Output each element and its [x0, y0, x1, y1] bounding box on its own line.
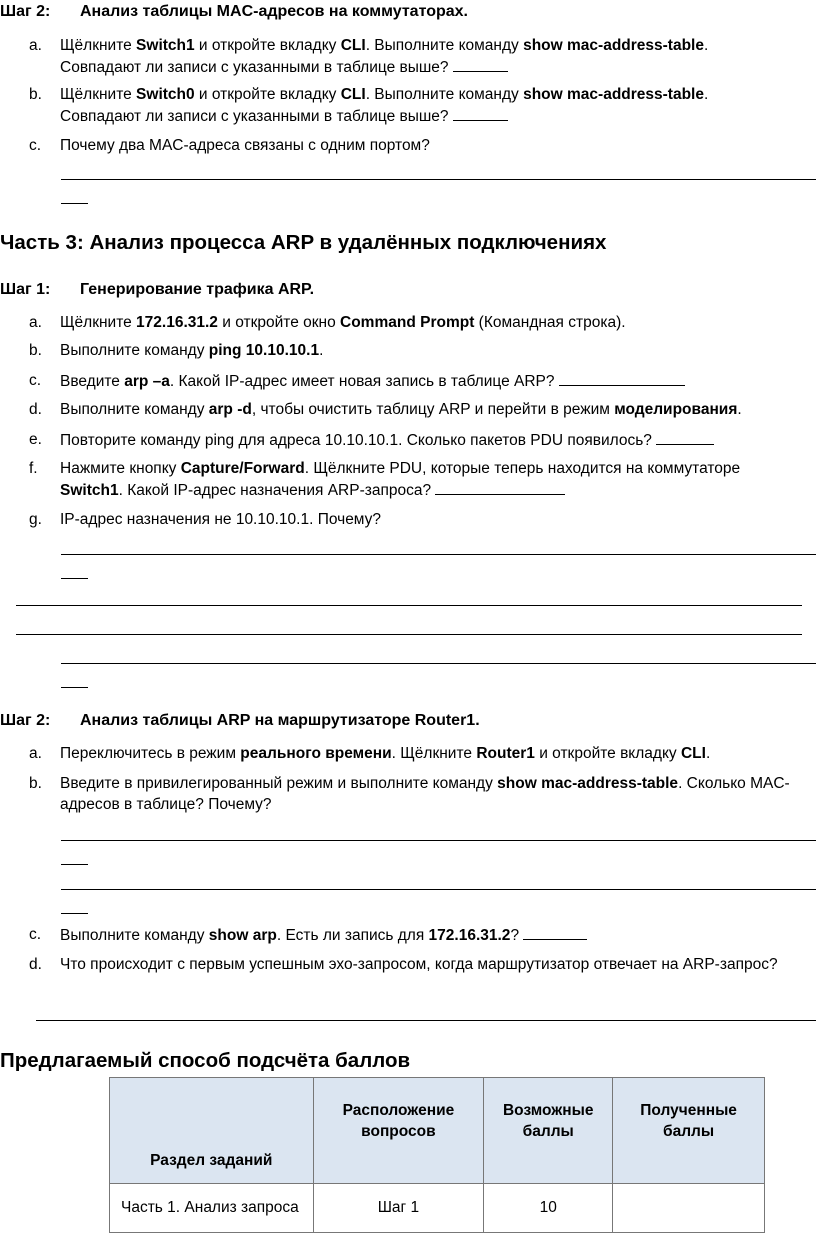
item-text: Повторите команду ping для адреса 10.10.10.1. Сколько пакетов PDU появилось?	[60, 429, 809, 451]
column-header: Возможные баллы	[484, 1078, 613, 1184]
column-header: Раздел заданий	[110, 1078, 314, 1184]
item-label: g.	[29, 511, 42, 528]
list-item	[29, 458, 809, 501]
step-number: Шаг 2:	[0, 712, 51, 729]
answer-line[interactable]	[61, 889, 816, 890]
answer-line[interactable]	[61, 840, 816, 841]
list-item	[29, 135, 809, 156]
location-cell: Шаг 1	[313, 1184, 484, 1233]
list-item	[29, 924, 809, 946]
list-item	[29, 340, 809, 361]
answer-blank[interactable]	[559, 370, 685, 386]
answer-blank[interactable]	[453, 56, 508, 72]
item-text: Выполните команду arp -d, чтобы очистить таблицу ARP и перейти в режим моделирования.	[60, 401, 742, 418]
item-text: IP-адрес назначения не 10.10.10.1. Почему?	[60, 511, 382, 528]
possible-points-cell: 10	[484, 1184, 613, 1233]
item-text: Переключитесь в режим реального времени. Щёлкните Router1 и откройте вкладку CLI.	[60, 745, 711, 762]
item-text: Почему два MAC-адреса связаны с одним портом?	[60, 137, 430, 154]
answer-line[interactable]	[16, 605, 802, 606]
item-label: c.	[29, 372, 42, 389]
item-text: Что происходит с первым успешным эхо-запросом, когда маршрутизатор отвечает на ARP-запрос?	[60, 956, 778, 973]
answer-line[interactable]	[61, 663, 816, 664]
item-label: d.	[29, 401, 42, 418]
part-heading: Часть 3: Анализ процесса ARP в удалённых подключениях	[0, 231, 607, 254]
list-item	[29, 35, 809, 78]
list-item	[29, 773, 809, 815]
item-text: Щёлкните Switch0 и откройте вкладку CLI. Выполните команду show mac-address-table. Совпадают ли записи с указанными в таблице выше?	[60, 86, 709, 125]
earned-points-cell[interactable]	[613, 1184, 765, 1233]
item-label: b.	[29, 775, 42, 792]
answer-line[interactable]	[61, 578, 88, 579]
answer-blank[interactable]	[453, 105, 508, 121]
answer-line[interactable]	[16, 634, 802, 635]
list-item	[29, 370, 809, 392]
item-label: a.	[29, 314, 42, 331]
list-item	[29, 509, 809, 530]
list-item	[29, 312, 809, 333]
column-header: Полученные баллы	[613, 1078, 765, 1184]
item-label: b.	[29, 342, 42, 359]
list-item	[29, 429, 809, 451]
item-label: a.	[29, 745, 42, 762]
item-label: e.	[29, 431, 42, 448]
answer-line[interactable]	[61, 203, 88, 204]
step-title: Анализ таблицы MAC-адресов на коммутаторах.	[80, 3, 468, 20]
step-number: Шаг 1:	[0, 281, 51, 298]
item-text: Щёлкните Switch1 и откройте вкладку CLI. Выполните команду show mac-address-table. Совпадают ли записи с указанными в таблице выше?	[60, 37, 709, 76]
item-text: Введите в привилегированный режим и выполните команду show mac-address-table. Сколько MAC-адресов в таблице? Почему?	[60, 775, 790, 813]
item-label: b.	[29, 86, 42, 103]
answer-line[interactable]	[61, 864, 88, 865]
step-heading	[0, 281, 314, 299]
list-item	[29, 84, 809, 127]
list-item	[29, 743, 809, 764]
item-label: c.	[29, 137, 42, 154]
list-item	[29, 399, 809, 420]
table-row	[110, 1184, 765, 1233]
step-heading	[0, 712, 480, 730]
answer-line[interactable]	[36, 1020, 816, 1021]
scoring-table	[109, 1077, 765, 1233]
step-title: Генерирование трафика ARP.	[80, 281, 315, 298]
column-header: Расположение вопросов	[313, 1078, 484, 1184]
answer-blank[interactable]	[523, 924, 587, 940]
item-text: Нажмите кнопку Capture/Forward. Щёлкните PDU, которые теперь находится на коммутаторе Switch1. Какой IP-адрес назначения ARP-запроса?	[60, 460, 741, 499]
table-header-row	[110, 1078, 765, 1184]
answer-line[interactable]	[61, 179, 816, 180]
step-title: Анализ таблицы ARP на маршрутизаторе Router1.	[80, 712, 480, 729]
step-number: Шаг 2:	[0, 3, 51, 20]
item-text: Щёлкните 172.16.31.2 и откройте окно Command Prompt (Командная строка).	[60, 314, 626, 331]
item-label: a.	[29, 37, 42, 54]
item-label: d.	[29, 956, 42, 973]
item-label: c.	[29, 926, 42, 943]
answer-line[interactable]	[61, 913, 88, 914]
answer-blank[interactable]	[435, 479, 565, 495]
item-text: Выполните команду ping 10.10.10.1.	[60, 342, 324, 359]
item-text: Выполните команду show arp. Есть ли запись для 172.16.31.2?	[60, 924, 809, 946]
item-text: Введите arp –a. Какой IP-адрес имеет новая запись в таблице ARP?	[60, 370, 809, 392]
list-item	[29, 954, 809, 975]
scoring-heading: Предлагаемый способ подсчёта баллов	[0, 1049, 411, 1072]
answer-blank[interactable]	[656, 429, 714, 445]
step-heading	[0, 3, 468, 21]
answer-line[interactable]	[61, 554, 816, 555]
section-cell: Часть 1. Анализ запроса	[110, 1184, 314, 1233]
item-label: f.	[29, 460, 38, 477]
answer-line[interactable]	[61, 687, 88, 688]
